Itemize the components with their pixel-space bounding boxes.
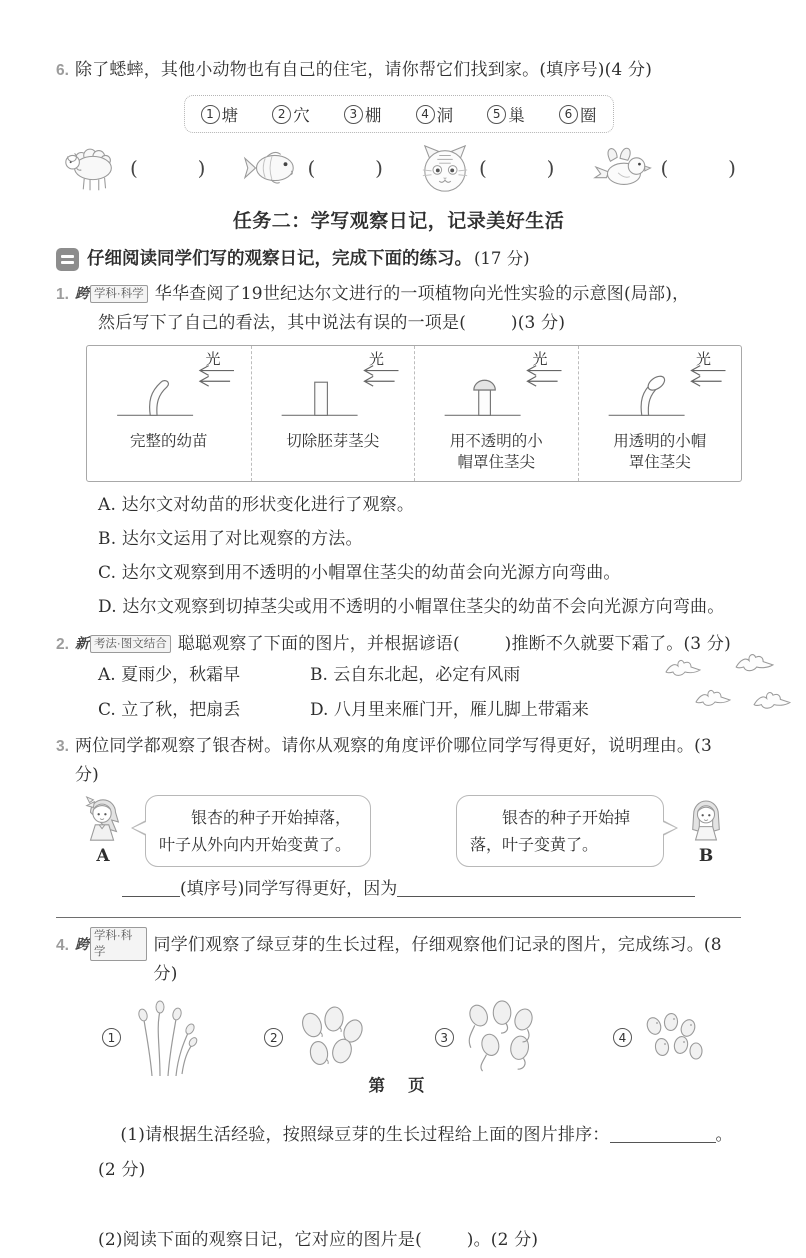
tag-prefix: 跨 [74, 935, 89, 952]
word-bank-word: 塘 [221, 106, 238, 125]
girl-a-avatar [81, 795, 125, 845]
diagram-panel-intact [87, 346, 251, 481]
word-bank-item [272, 102, 310, 126]
question-4-text: 同学们观察了绿豆芽的生长过程，仔细观察他们记录的图片，完成练习。(8 分) [153, 934, 728, 984]
answer-slot[interactable]: ( ) [130, 156, 207, 180]
animal-group-fish [242, 146, 384, 190]
circled-number: 1 [201, 105, 220, 124]
option-c[interactable]: C. 立了秋，把扇丢 [98, 700, 241, 720]
panel-caption: 切除胚芽茎尖 [286, 432, 380, 450]
option-b[interactable]: B. 云自东北起，必定有风雨 [310, 665, 521, 685]
swollen-beans-icon [292, 1005, 366, 1071]
option-c[interactable]: C. 达尔文观察到用不透明的小帽罩住茎尖的幼苗会向光源方向弯曲。 [98, 563, 621, 583]
sheep-icon [60, 143, 122, 193]
circled-number: 1 [102, 1028, 121, 1047]
word-bank [184, 95, 614, 133]
circled-number: 2 [272, 105, 291, 124]
flying-geese-icon [656, 651, 806, 729]
girl-b-avatar [687, 795, 725, 845]
page-footer: 第 页 [368, 1076, 425, 1095]
panel-caption: 完整的幼苗 [129, 432, 208, 450]
option-a[interactable]: A. 夏雨少，秋霜早 [98, 665, 241, 685]
word-bank-word: 圈 [579, 106, 597, 125]
circled-number: 6 [559, 105, 578, 124]
option-d[interactable]: D. 达尔文观察到切掉茎尖或用不透明的小帽罩住茎尖的幼苗不会向光源方向弯曲。 [98, 597, 725, 617]
option-d[interactable]: D. 八月里来雁门开，雁儿脚上带霜来 [310, 700, 589, 720]
sub1-text: (1)请根据生活经验，按照绿豆芽的生长过程给上面的图片排序： [120, 1124, 610, 1145]
opaque-cap-drawing [419, 353, 574, 427]
light-label: 光 [368, 350, 384, 368]
question-3-answer-line [122, 875, 741, 903]
fish-icon [242, 146, 300, 190]
question-4-sub2: (2)阅读下面的观察日记，它对应的图片是( )。(2 分) [98, 1229, 539, 1250]
tag-box: 考法·图文结合 [90, 635, 171, 653]
answer-slot[interactable]: ( ) [660, 156, 737, 180]
answer-blank[interactable] [122, 881, 180, 897]
circled-number: 4 [613, 1028, 632, 1047]
growth-stage-4 [613, 1011, 705, 1065]
student-a [78, 795, 128, 866]
question-1-options [98, 488, 741, 624]
section-intro [56, 244, 741, 274]
cat-icon [419, 142, 471, 194]
diagram-panel-clear-cap [578, 346, 742, 481]
fill-text: (填序号)同学写得更好，因为 [180, 879, 398, 899]
section-two-badge-icon [56, 248, 79, 271]
dialog-row [78, 795, 731, 867]
word-bank-item [201, 102, 239, 126]
question-2-options [98, 659, 658, 726]
animal-group-cat [419, 142, 555, 194]
circled-number: 2 [264, 1028, 283, 1047]
question-6-number: 6. [56, 62, 69, 79]
answer-slot[interactable]: ( ) [479, 156, 556, 180]
cross-subject-tag [75, 927, 147, 961]
tag-box: 学科·科学 [90, 927, 147, 961]
question-1-number: 1. [56, 286, 69, 303]
section-divider [56, 917, 741, 918]
word-bank-item [416, 102, 454, 126]
word-bank-item [487, 102, 525, 126]
light-label: 光 [695, 350, 711, 368]
question-3-number: 3. [56, 738, 69, 755]
question-6-text: 除了蟋蟀，其他小动物也有自己的住宅，请你帮它们找到家。(填序号)(4 分) [74, 60, 653, 80]
word-bank-word: 洞 [436, 106, 454, 125]
question-2-text: 聪聪观察了下面的图片，并根据谚语( )推断不久就要下霜了。(3 分) [177, 634, 731, 654]
circled-number: 4 [416, 105, 435, 124]
tag-prefix: 新 [74, 635, 89, 651]
word-bank-word: 巢 [508, 106, 525, 125]
experiment-diagram [86, 345, 742, 482]
diagram-panel-opaque-cap [414, 346, 578, 481]
tag-box: 学科·科学 [90, 285, 148, 303]
circled-number: 3 [344, 105, 363, 124]
dry-beans-icon [641, 1011, 705, 1065]
tall-sprouts-icon [130, 998, 196, 1078]
word-bank-word: 棚 [364, 106, 382, 125]
animal-group-sheep [60, 143, 206, 193]
question-3 [56, 732, 741, 790]
growth-stage-1 [102, 998, 196, 1078]
answer-slot[interactable]: ( ) [307, 156, 384, 180]
question-1-text-line1: 华华查阅了19世纪达尔文进行的一项植物向光性实验的示意图(局部)， [154, 284, 690, 304]
new-method-tag [75, 629, 171, 658]
student-b [681, 795, 731, 866]
question-1-text-line2: 然后写下了自己的看法，其中说法有误的一项是( )(3 分) [98, 313, 566, 333]
bean-growth-row [102, 997, 705, 1079]
question-4-number: 4. [56, 936, 69, 954]
student-b-label: B [698, 846, 714, 866]
growth-stage-3 [435, 999, 545, 1077]
speech-bubble-a: 银杏的种子开始掉落，叶子从外向内开始变黄了。 [145, 795, 371, 867]
option-a[interactable]: A. 达尔文对幼苗的形状变化进行了观察。 [98, 495, 415, 515]
section-intro-text: 仔细阅读同学们写的观察日记，完成下面的练习。 [87, 249, 472, 269]
tag-prefix: 跨 [74, 285, 89, 301]
panel-caption: 用透明的小帽罩住茎尖 [613, 432, 707, 471]
clear-cap-drawing [583, 353, 738, 427]
section-title: 任务二：学写观察日记，记录美好生活 [232, 210, 565, 232]
sub1-score: 。(2 分) [98, 1124, 733, 1180]
question-4-sub1 [98, 1083, 741, 1223]
word-bank-item [559, 102, 597, 126]
question-6 [56, 56, 741, 85]
diagram-panel-cut-tip [251, 346, 415, 481]
cut-tip-drawing [256, 353, 411, 427]
section-intro-score: (17 分) [474, 249, 530, 268]
speech-bubble-b: 银杏的种子开始掉落，叶子变黄了。 [456, 795, 664, 867]
order-blank[interactable] [610, 1127, 716, 1143]
reason-blank[interactable] [397, 881, 695, 897]
panel-caption: 用不透明的小帽罩住茎尖 [449, 432, 543, 471]
question-2 [56, 630, 741, 659]
question-1 [56, 280, 741, 309]
animal-group-bird [591, 144, 737, 192]
circled-number: 3 [435, 1028, 454, 1047]
circled-number: 5 [487, 105, 506, 124]
light-label: 光 [205, 350, 221, 368]
question-3-text: 两位同学都观察了银杏树。请你从观察的角度评价哪位同学写得更好，说明理由。(3 分) [74, 736, 718, 785]
light-label: 光 [532, 350, 548, 368]
growth-stage-2 [264, 1005, 366, 1071]
sprouting-beans-icon [463, 999, 545, 1077]
word-bank-word: 穴 [293, 106, 310, 125]
bird-icon [591, 144, 653, 192]
question-4 [56, 928, 741, 989]
option-b[interactable]: B. 达尔文运用了对比观察的方法。 [98, 529, 363, 549]
word-bank-item [344, 102, 382, 126]
animals-row [60, 139, 737, 197]
question-2-number: 2. [56, 636, 69, 653]
cross-subject-tag [75, 279, 148, 308]
intact-seedling-drawing [91, 353, 247, 427]
student-a-label: A [96, 846, 110, 866]
